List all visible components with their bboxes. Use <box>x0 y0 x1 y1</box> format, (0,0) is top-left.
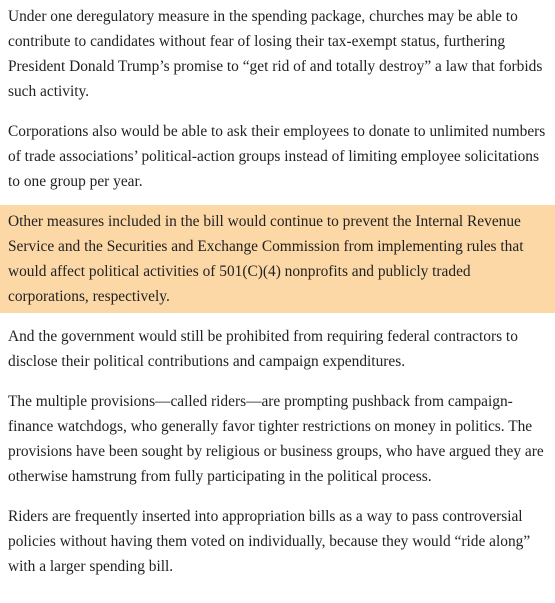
highlighted-paragraph-other-measures: Other measures included in the bill would continue to prevent the Internal Revenue Service and the Securities and Exchange Commission from implementing rules that would affect political activities of 501(C)(4) nonprofits and publicly traded corporations, respectively. <box>0 205 555 313</box>
paragraph-corporations: Corporations also would be able to ask their employees to donate to unlimited numbers of trade associations’ political-action groups instead of limiting employee solicitations to one group per year. <box>8 123 546 190</box>
paragraph-federal-contractors: And the government would still be prohibited from requiring federal contractors to disclose their political contributions and campaign expenditures. <box>8 328 518 370</box>
paragraph-riders-pushback: The multiple provisions—called riders—are prompting pushback from campaign-finance watchdogs, who generally favor tighter restrictions on money in politics. The provisions have been sought by religious or business groups, who have argued they are otherwise hamstrung from fully participating in the political process. <box>8 393 544 485</box>
paragraph-churches: Under one deregulatory measure in the spending package, churches may be able to contribute to candidates without fear of losing their tax-exempt status, furthering President Donald Trump’s promise to “get rid of and totally destroy” a law that forbids such activity. <box>8 8 543 100</box>
paragraph-riders-explained: Riders are frequently inserted into appropriation bills as a way to pass controversial policies without having them voted on individually, because they would “ride along” with a larger spending bill. <box>8 508 531 575</box>
